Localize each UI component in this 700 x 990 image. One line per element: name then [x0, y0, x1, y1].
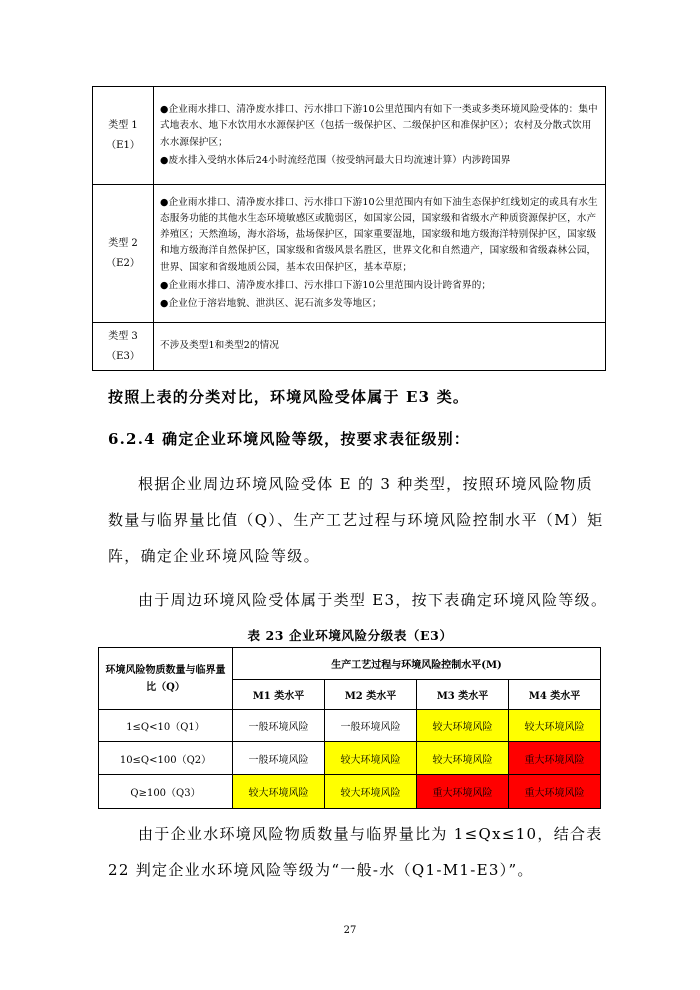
table-row: [93, 185, 606, 323]
description-item: 不涉及类型1和类型2的情况: [160, 340, 280, 352]
body-paragraph: 由于企业水环境风险物质数量与临界量比为 1≤Qx≤10，结合表 22 判定企业水环境风险等级为“一般-水（Q1-M1-E3）”。: [108, 825, 603, 879]
type-cell: [93, 323, 154, 371]
risk-grade-table: [98, 647, 601, 809]
risk-cell: 较大环境风险: [233, 775, 325, 809]
type-name: 类型 2: [108, 237, 138, 249]
table-row: [93, 87, 606, 185]
risk-cell: 较大环境风险: [325, 775, 417, 809]
page-number: 27: [343, 925, 357, 936]
description-item: ●企业雨水排口、清净废水排口、污水排口下游10公里范围内设计跨省界的；: [160, 279, 492, 291]
description-item: ●企业位于溶岩地貌、泄洪区、泥石流多发等地区；: [160, 298, 382, 309]
row-label: Q≥100（Q3）: [99, 775, 233, 809]
table-caption: 表 23 企业环境风险分级表（E3）: [247, 628, 453, 643]
section-heading: 6.2.4 确定企业环境风险等级，按要求表征级别：: [108, 430, 470, 448]
risk-cell: 较大环境风险: [325, 742, 417, 775]
risk-cell: 重大环境风险: [509, 742, 601, 775]
row-label: 10≤Q<100（Q2）: [99, 742, 233, 775]
receptor-type-table: [92, 86, 606, 371]
risk-cell: 重大环境风险: [509, 775, 601, 809]
description-item: ●企业雨水排口、清净废水排口、污水排口下游10公里范围内有如下油生态保护红线划定的或具有水生态服务功能的其他水生态环境敏感区或脆弱区，如国家公园，国家级和省级水产种质资源保护区，水产养殖区；天然渔场，海水浴场，盐场保护区，国家重要湿地，国家级和地方级海洋特别保护区，国家级和地方级海洋自然保护区，国家级和省级风景名胜区，世界文化和自然遗产，国家级和省级森林公园，世界、国家和省级地质公园，基本农田保护区，基本草原；: [160, 196, 598, 273]
type-name: 类型 1: [108, 119, 138, 131]
conclusion-text: 按照上表的分类对比，环境风险受体属于 E3 类。: [108, 388, 470, 406]
table-row: [99, 775, 601, 809]
column-header: M1 类水平: [233, 680, 325, 710]
type-description: [154, 323, 606, 371]
risk-cell: 一般环境风险: [325, 710, 417, 742]
row-label: 1≤Q<10（Q1）: [99, 710, 233, 742]
column-header: M2 类水平: [325, 680, 417, 710]
type-cell: [93, 185, 154, 323]
risk-cell: 较大环境风险: [417, 742, 509, 775]
risk-cell: 重大环境风险: [417, 775, 509, 809]
header-row: [99, 648, 601, 680]
risk-cell: 一般环境风险: [233, 710, 325, 742]
column-header: M4 类水平: [509, 680, 601, 710]
type-description: [154, 185, 606, 323]
column-header: M3 类水平: [417, 680, 509, 710]
table-row: [99, 742, 601, 775]
type-code: （E2）: [106, 257, 140, 269]
risk-cell: 一般环境风险: [233, 742, 325, 775]
risk-cell: 较大环境风险: [509, 710, 601, 742]
group-header: 生产工艺过程与环境风险控制水平(M): [233, 648, 601, 680]
corner-header: 环境风险物质数量与临界量比（Q）: [99, 648, 233, 710]
body-paragraph: 根据企业周边环境风险受体 E 的 3 种类型，按照环境风险物质数量与临界量比值（Q）、生产工艺过程与环境风险控制水平（M）矩阵，确定企业环境风险等级。: [108, 475, 604, 565]
type-name: 类型 3: [108, 330, 138, 342]
type-cell: [93, 87, 154, 185]
table-row: [99, 710, 601, 742]
type-code: （E1）: [106, 139, 140, 151]
description-item: ●企业雨水排口、清净废水排口、污水排口下游10公里范围内有如下一类或多类环境风险受体的：集中式地表水、地下水饮用水水源保护区（包括一级保护区、二级保护区和准保护区）；农村及分散式饮用水水源保护区；: [160, 104, 598, 148]
type-code: （E3）: [106, 350, 140, 362]
type-description: [154, 87, 606, 185]
table-row: [93, 323, 606, 371]
body-paragraph: 由于周边环境风险受体属于类型 E3，按下表确定环境风险等级。: [138, 591, 608, 609]
risk-cell: 较大环境风险: [417, 710, 509, 742]
description-item: ●废水排入受纳水体后24小时流经范围（按受纳河最大日均流速计算）内涉跨国界: [160, 154, 511, 166]
